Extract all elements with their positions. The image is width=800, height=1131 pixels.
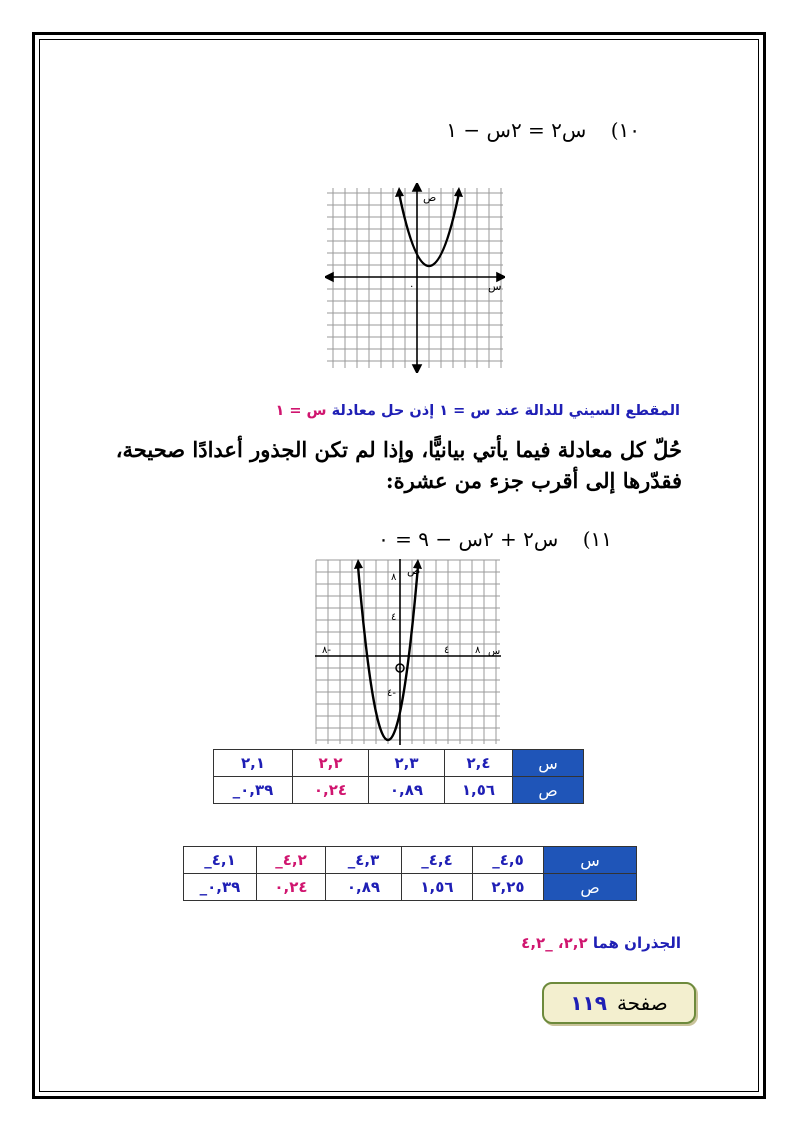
y-axis-label: ص: [423, 191, 437, 204]
table-cell: ٤,١_: [184, 847, 257, 874]
instructions-line-2: فقدّرها إلى أقرب جزء من عشرة:: [385, 468, 682, 493]
tick-x-neg-8: ٨-: [322, 645, 331, 656]
table-cell: ٤,٣_: [326, 847, 402, 874]
table-cell: ٢,٢٥: [473, 874, 544, 901]
page-word: صفحة: [616, 991, 668, 1015]
tick-x-4: ٤: [444, 645, 450, 656]
table-cell: ٤,٢_: [257, 847, 326, 874]
problem-10-number: ١٠): [610, 118, 640, 142]
instructions-line-1: حُلّ كل معادلة فيما يأتي بيانيًّا، وإذا لم تكن الجذور أعدادًا صحيحة،: [115, 437, 682, 462]
table-header-x: س: [513, 750, 584, 777]
table-cell: ٠,٨٩: [369, 777, 445, 804]
table-cell: ٢,٣: [369, 750, 445, 777]
table-header-y: ص: [544, 874, 637, 901]
instructions: [82, 434, 682, 496]
origin-label: ٠: [409, 281, 415, 292]
table-cell: ٤,٤_: [402, 847, 473, 874]
problem-11-number: ١١): [582, 527, 612, 551]
problem-10: [446, 118, 640, 142]
table-row: [184, 874, 637, 901]
tick-y-neg-4: ٤-: [387, 688, 396, 699]
table-cell: ٠,٨٩: [326, 874, 402, 901]
x-axis-label-2: س: [488, 646, 501, 657]
table-cell: ١,٥٦: [402, 874, 473, 901]
problem-11-equation: س٢ + ٢س − ٩ = ٠: [378, 527, 559, 551]
problem-10-equation: س٢ = ٢س − ١: [446, 118, 587, 142]
value-table-1: [213, 749, 584, 804]
roots-answer: [521, 934, 681, 952]
page-number: ١١٩: [570, 991, 607, 1015]
table-cell: ١,٥٦: [445, 777, 513, 804]
explanation-text: المقطع السيني للدالة عند س = ١ إذن حل معادلة: [331, 403, 680, 419]
x-axis-label: س: [488, 280, 502, 293]
tick-y-4: ٤: [391, 612, 397, 623]
table-row: [214, 750, 584, 777]
page-number-badge: [542, 982, 696, 1024]
table-row: [184, 847, 637, 874]
problem-11: [378, 527, 612, 551]
graph-problem-11: [314, 558, 502, 746]
table-cell: ٤,٥_: [473, 847, 544, 874]
tick-x-8: ٨: [475, 645, 481, 656]
table-cell: ٠,٢٤: [257, 874, 326, 901]
table-cell: ٠,٣٩_: [184, 874, 257, 901]
table-cell: ٢,١: [214, 750, 293, 777]
table-cell: ٢,٤: [445, 750, 513, 777]
table-cell: ٠,٢٤: [293, 777, 369, 804]
tick-y-8: ٨: [391, 572, 397, 583]
y-axis-label-2: ص: [407, 564, 421, 577]
roots-values: ٢,٢، _٤,٢: [521, 934, 588, 952]
table-cell: ٠,٣٩_: [214, 777, 293, 804]
explanation-solution: س = ١: [275, 403, 327, 419]
table-cell: ٢,٢: [293, 750, 369, 777]
table-row: [214, 777, 584, 804]
graph-1-explanation: [275, 403, 680, 419]
graph-problem-10: [325, 183, 505, 373]
table-header-y: ص: [513, 777, 584, 804]
roots-prefix: الجذران هما: [592, 934, 681, 952]
table-header-x: س: [544, 847, 637, 874]
value-table-2: [183, 846, 637, 901]
